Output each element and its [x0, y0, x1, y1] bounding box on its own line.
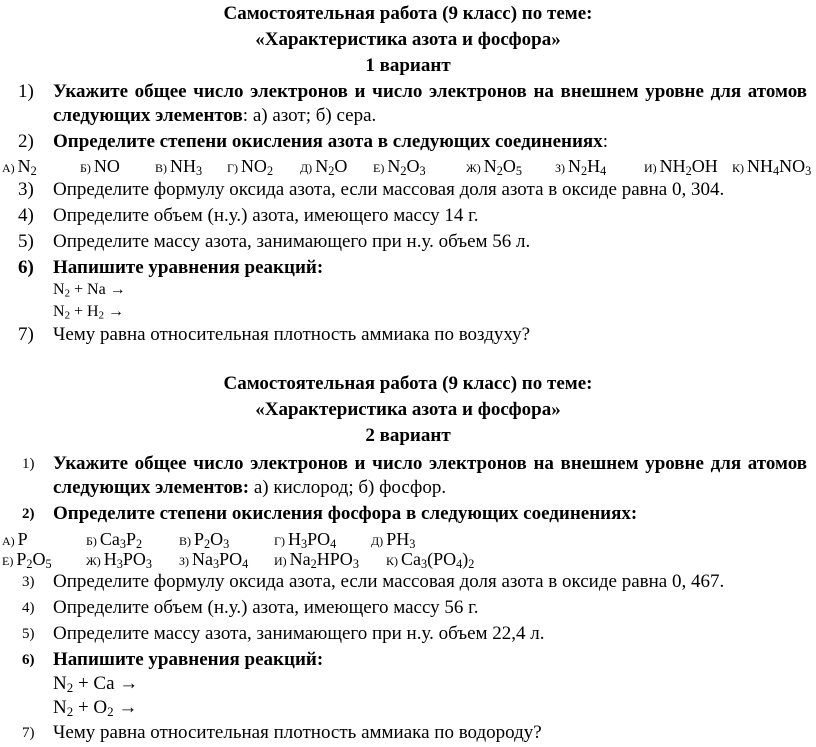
- v1-q4-number: 4): [18, 205, 34, 226]
- v1-option: Д) $N_2O$: [300, 156, 348, 179]
- v1-option: Г) $NO_2$: [227, 156, 274, 179]
- v1-option: В) $NH_3$: [155, 156, 203, 179]
- v1-q1-text: [53, 80, 807, 128]
- v1-variant-label: 1 вариант: [365, 55, 451, 76]
- v2-equation: $N_2 + Ca$ →: [53, 673, 139, 696]
- v1-q1-bold: Укажите общее число электронов и число электронов на внешнем уровне для атомов следующих элементов: [53, 81, 807, 126]
- v2-option: Б) $Ca_3P_2$: [86, 529, 143, 552]
- v2-q2-text: Определите степени окисления фосфора в следующих соединениях:: [53, 503, 638, 524]
- v2-q5-text: Определите массу азота, занимающего при н.у. объем 22,4 л.: [53, 623, 545, 644]
- v2-q1-rest: а) кислород; б) фосфор.: [249, 477, 447, 498]
- v1-q2-text: [53, 130, 608, 154]
- v1-option: З) $N_2H_4$: [555, 156, 607, 179]
- v2-q1-number: 1): [22, 456, 35, 472]
- v2-variant-label: 2 вариант: [365, 425, 451, 446]
- v2-option: К) $Ca_3(PO_4)_2$: [386, 549, 475, 572]
- v2-q1-text: [53, 452, 807, 500]
- v2-q2-options-row2: [0, 547, 816, 571]
- v2-q7-text: Чему равна относительная плотность аммиака по водороду?: [53, 722, 542, 743]
- v2-option: З) $Na_3PO_4$: [179, 549, 249, 572]
- v1-equation: $N_2 + H_2$ →: [53, 303, 125, 322]
- v1-q3-number: 3): [18, 179, 34, 200]
- v2-q5-number: 5): [22, 626, 35, 642]
- v2-q3-text: Определите формулу оксида азота, если массовая доля азота в оксиде равна 0, 467.: [53, 571, 725, 592]
- v1-q6-number: 6): [18, 257, 34, 278]
- v2-q6-text: Напишите уравнения реакций:: [53, 649, 324, 670]
- v1-q1-number: 1): [18, 81, 34, 102]
- v1-option: И) $NH_2OH$: [644, 156, 718, 179]
- v1-option: А) $N_2$: [2, 156, 37, 179]
- v1-q4-text: Определите объем (н.у.) азота, имеющего массу 14 г.: [53, 205, 479, 226]
- v2-q7-number: 7): [22, 725, 35, 741]
- v1-title-line1: Самостоятельная работа (9 класс) по теме:: [223, 3, 593, 24]
- v2-q4-text: Определите объем (н.у.) азота, имеющего массу 56 г.: [53, 597, 479, 618]
- v1-q7-text: Чему равна относительная плотность аммиака по воздуху?: [53, 324, 531, 345]
- v2-q3-number: 3): [22, 574, 35, 590]
- v1-option: Е) $N_2O_3$: [373, 156, 426, 179]
- v2-option: Г) $H_3PO_4$: [274, 529, 337, 552]
- v1-q3-text: Определите формулу оксида азота, если массовая доля азота в оксиде равна 0, 304.: [53, 179, 725, 200]
- v1-option: Б) NO: [80, 156, 120, 176]
- v1-q2-options: [0, 154, 816, 178]
- v1-q5-number: 5): [18, 231, 34, 252]
- v1-q6-text: Напишите уравнения реакций:: [53, 257, 324, 278]
- v2-option: В) $P_2O_3$: [179, 529, 230, 552]
- v2-option: Д) $PH_3$: [371, 529, 416, 552]
- v1-q2-rest: :: [602, 131, 608, 152]
- v2-title-line2: «Характеристика азота и фосфора»: [255, 399, 561, 420]
- v2-option: Е) $P_2O_5$: [2, 549, 52, 572]
- v2-title-line1: Самостоятельная работа (9 класс) по теме:: [223, 373, 593, 394]
- v2-option: А) P: [2, 529, 28, 549]
- v1-title-line2: «Характеристика азота и фосфора»: [255, 29, 561, 50]
- v1-equation: $N_2 + Na$ →: [53, 281, 126, 300]
- v1-q7-number: 7): [18, 324, 34, 345]
- v1-q2-number: 2): [18, 131, 34, 152]
- v1-option: Ж) $N_2O_5$: [466, 156, 522, 179]
- v2-q2-number: 2): [22, 506, 35, 522]
- v2-q6-number: 6): [22, 652, 35, 668]
- v1-q5-text: Определите массу азота, занимающего при н.у. объем 56 л.: [53, 231, 531, 252]
- v2-equation: $N_2 + O_2$ →: [53, 697, 138, 720]
- v2-option: Ж) $H_3PO_3$: [86, 549, 153, 572]
- v1-q2-bold: Определите степени окисления азота в следующих соединениях: [53, 131, 603, 152]
- v2-option: И) $Na_2HPO_3$: [274, 549, 359, 572]
- v1-q1-rest: : а) азот; б) сера.: [242, 105, 377, 126]
- v1-option: К) $NH_4NO_3$: [732, 156, 812, 179]
- v2-q4-number: 4): [22, 600, 35, 616]
- v2-q1-bold: Укажите общее число электронов и число электронов на внешнем уровне для атомов следующих элементов:: [53, 453, 807, 498]
